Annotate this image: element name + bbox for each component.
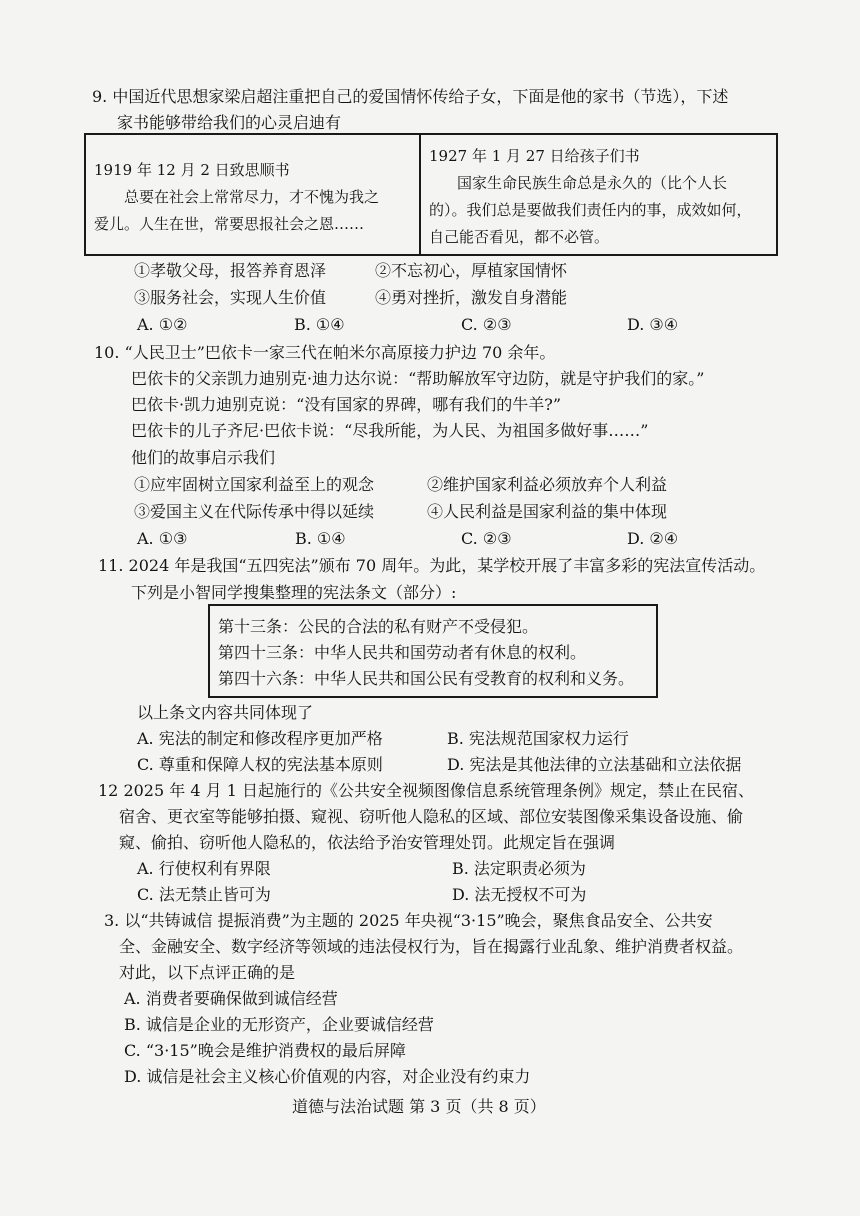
letter-1927-line-2: 的）。我们总是要做我们责任内的事，成效如何， xyxy=(429,201,752,219)
q10-stem-line-2: 他们的故事启示我们 xyxy=(131,448,276,467)
q11-stem-line-2: 下列是小智同学搜集整理的宪法条文（部分）: xyxy=(131,583,457,602)
q10-quote-1: 巴依卡的父亲凯力迪别克·迪力达尔说：“帮助解放军守边防，就是守护我们的家。” xyxy=(131,369,705,388)
q10-item-3: ③爱国主义在代际传承中得以延续 xyxy=(134,502,375,521)
q10-option-d: D. ②④ xyxy=(627,529,679,548)
q9-item-3: ③服务社会，实现人生价值 xyxy=(134,288,327,307)
q10-option-a: A. ①③ xyxy=(137,529,188,548)
q11-articles-box xyxy=(208,604,658,698)
q9-stem-line-1: 9. 中国近代思想家梁启超注重把自己的爱国情怀传给子女，下面是他的家书（节选），下述 xyxy=(92,87,729,106)
q10-item-2: ②维护国家利益必须放弃个人利益 xyxy=(427,475,668,494)
q13-stem-line-2: 全、金融安全、数字经济等领域的违法侵权行为，旨在揭露行业乱象、维护消费者权益。 xyxy=(119,937,744,956)
q12-stem-line-1: 12 2025 年 4 月 1 日起施行的《公共安全视频图像信息系统管理条例》规定，禁止在民宿、 xyxy=(98,781,754,800)
q9-option-c: C. ②③ xyxy=(461,315,512,334)
q12-stem-line-2: 宿舍、更衣室等能够拍摄、窥视、窃听他人隐私的区域、部位安装图像采集设备设施、偷 xyxy=(119,807,744,826)
page-footer: 道德与法治试题 第 3 页（共 8 页） xyxy=(292,1097,546,1116)
q9-item-2: ②不忘初心，厚植家国情怀 xyxy=(375,261,568,280)
q9-option-b: B. ①④ xyxy=(294,315,345,334)
q9-item-4: ④勇对挫折，激发自身潜能 xyxy=(375,288,568,307)
q10-quote-3: 巴依卡的儿子齐尼·巴依卡说：“尽我所能，为人民、为祖国多做好事……” xyxy=(131,421,649,440)
q10-item-1: ①应牢固树立国家利益至上的观念 xyxy=(134,475,375,494)
q12-option-b: B. 法定职责必须为 xyxy=(452,859,586,878)
q11-stem-line-1: 11. 2024 年是我国“五四宪法”颁布 70 周年。为此，某学校开展了丰富多彩的宪法宣传活动。 xyxy=(98,556,766,575)
q13-stem-line-1: 3. 以“共铸诚信 提振消费”为主题的 2025 年央视“3·15”晚会，聚焦食品安全、公共安 xyxy=(104,911,713,930)
q10-item-4: ④人民利益是国家利益的集中体现 xyxy=(427,502,668,521)
article-13: 第十三条：公民的合法的私有财产不受侵犯。 xyxy=(218,617,539,636)
letter-1927-line-3: 自己能否看见，都不必管。 xyxy=(429,228,610,246)
article-46: 第四十六条：中华人民共和国公民有受教育的权利和义务。 xyxy=(218,669,635,688)
q9-item-1: ①孝敬父母，报答养育恩泽 xyxy=(134,261,327,280)
q12-option-a: A. 行使权利有界限 xyxy=(137,859,271,878)
q10-option-c: C. ②③ xyxy=(461,529,512,548)
letter-1927-heading: 1927 年 1 月 27 日给孩子们书 xyxy=(429,147,640,165)
letter-1919 xyxy=(86,135,419,254)
q9-stem-line-2: 家书能够带给我们的心灵启迪有 xyxy=(117,113,342,132)
letter-1919-heading: 1919 年 12 月 2 日致思顺书 xyxy=(94,161,290,179)
q11-option-b: B. 宪法规范国家权力运行 xyxy=(447,729,629,748)
article-43: 第四十三条：中华人民共和国劳动者有休息的权利。 xyxy=(218,643,587,662)
q13-option-b: B. 诚信是企业的无形资产，企业要诚信经营 xyxy=(124,1015,434,1034)
q10-quote-2: 巴依卡·凯力迪别克说：“没有国家的界碑，哪有我们的牛羊?” xyxy=(131,395,562,414)
q9-option-d: D. ③④ xyxy=(627,315,679,334)
q11-option-c: C. 尊重和保障人权的宪法基本原则 xyxy=(137,755,383,774)
q11-option-d: D. 宪法是其他法律的立法基础和立法依据 xyxy=(447,755,742,774)
q13-option-c: C. “3·15”晚会是维护消费权的最后屏障 xyxy=(124,1041,406,1060)
letter-1919-line-1: 总要在社会上常常尽力，才不愧为我之 xyxy=(124,188,380,206)
q11-stem-line-3: 以上条文内容共同体现了 xyxy=(137,703,314,722)
q10-option-b: B. ①④ xyxy=(295,529,346,548)
q12-option-d: D. 法无授权不可为 xyxy=(452,885,587,904)
letter-1927-line-1: 国家生命民族生命总是永久的（比个人长 xyxy=(457,174,728,192)
q11-option-a: A. 宪法的制定和修改程序更加严格 xyxy=(137,729,383,748)
q9-option-a: A. ①② xyxy=(137,315,188,334)
q13-stem-line-3: 对此，以下点评正确的是 xyxy=(119,963,296,982)
letter-1927 xyxy=(421,135,776,254)
q13-option-d: D. 诚信是社会主义核心价值观的内容，对企业没有约束力 xyxy=(124,1067,531,1086)
q12-stem-line-3: 窥、偷拍、窃听他人隐私的，依法给予治安管理处罚。此规定旨在强调 xyxy=(119,833,616,852)
letter-1919-line-2: 爱儿。人生在世，常要思报社会之恩…… xyxy=(94,215,365,233)
q9-letters-box xyxy=(84,133,778,256)
q12-option-c: C. 法无禁止皆可为 xyxy=(137,885,271,904)
q13-option-a: A. 消费者要确保做到诚信经营 xyxy=(124,989,338,1008)
q10-stem-line-1: 10. “人民卫士”巴依卡一家三代在帕米尔高原接力护边 70 余年。 xyxy=(94,343,556,362)
